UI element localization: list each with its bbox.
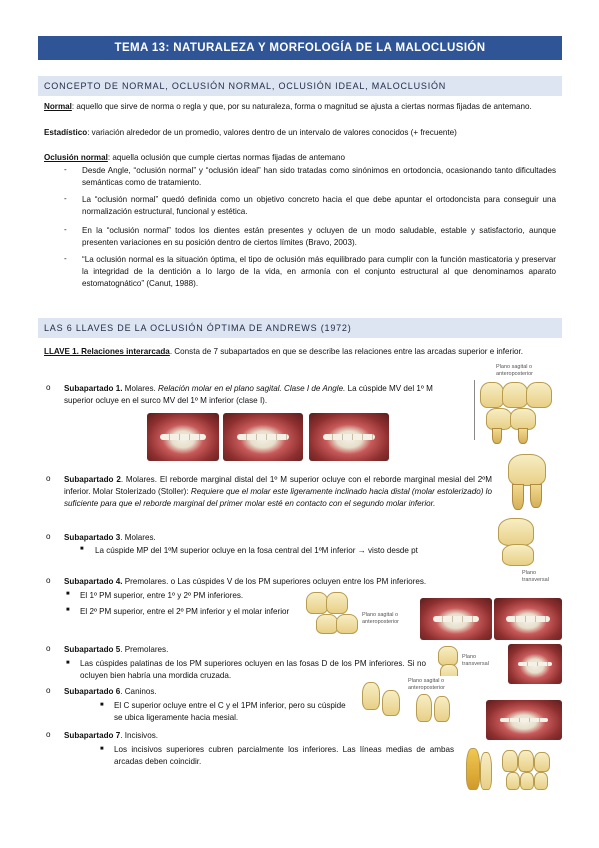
sub1-italic: Relación molar en el plano sagital. Clase I de Angle. — [158, 384, 346, 393]
tooth-icon — [336, 614, 358, 634]
tooth-icon — [466, 748, 480, 790]
tooth-icon — [480, 752, 492, 790]
section-heading-concepto: CONCEPTO DE NORMAL, OCLUSIÓN NORMAL, OCLUSIÓN IDEAL, MALOCLUSIÓN — [38, 76, 562, 96]
llave1-desc: . Consta de 7 subapartados en que se describe las relaciones entre las arcadas superior e inferior. — [169, 347, 523, 356]
diagram-label: Plano sagital o anteroposterior — [362, 612, 399, 625]
root-icon — [530, 484, 542, 508]
section-heading-andrews: LAS 6 LLAVES DE LA OCLUSIÓN ÓPTIMA DE ANDREWS (1972) — [38, 318, 562, 338]
tooth-icon — [520, 772, 534, 790]
sub6-text: . Caninos. — [120, 687, 157, 696]
intraoral-photo — [420, 598, 492, 640]
molar-diagram — [500, 450, 556, 512]
tooth-icon — [326, 592, 348, 614]
tooth-icon — [534, 752, 550, 772]
tooth-icon — [382, 690, 400, 716]
subapartado-4 — [64, 576, 544, 588]
premolar-sagittal-diagram — [300, 588, 412, 640]
circle-bullet-icon: o — [46, 474, 51, 483]
tooth-icon — [508, 454, 546, 486]
square-bullet-icon: ■ — [66, 660, 70, 666]
sub7-title: Subapartado 7 — [64, 731, 121, 740]
oclusion-def: : aquella oclusión que cumple ciertas normas fijadas de antemano — [107, 153, 345, 162]
sub4-title: Subapartado 4. — [64, 577, 123, 586]
estadistico-term: Estadístico — [44, 128, 88, 137]
tooth-icon — [518, 750, 534, 772]
intraoral-photo — [508, 644, 562, 684]
diagram-label: Plano sagital o anteroposterior — [496, 364, 533, 377]
sub5-bullet: Las cúspides palatinas de los PM superiores ocluyen en las fosas D de los PM inferiores. Si no ocluyen bien habría una mordida cruzada. — [80, 659, 426, 680]
circle-bullet-icon: o — [46, 383, 51, 392]
page-title: TEMA 13: NATURALEZA Y MORFOLOGÍA DE LA MALOCLUSIÓN — [38, 36, 562, 60]
sub2-italic: Requiere que el molar este ligeramente inclinado hacia distal (molar estolerizado) lo suficiente para que el reborde marginal del primer molar esté en contacto con el segundo molar inferior. — [64, 487, 492, 508]
list-item: “La oclusión normal es la situación óptima, el tipo de oclusión más equilibrado para cumplir con la función masticatoria y preservar la integridad de la dentición a lo largo de la vida, en armonía con el conjunto estructural al que denominamos aparato estomatognático” (Canut, 1988). — [82, 255, 556, 288]
subapartado-7 — [64, 730, 344, 742]
tooth-icon — [502, 750, 518, 772]
circle-bullet-icon: o — [46, 576, 51, 585]
intraoral-photo — [147, 413, 219, 461]
tooth-icon — [316, 614, 338, 634]
sub4-bullet-1: El 1º PM superior, entre 1º y 2º PM inferiores. — [80, 591, 244, 600]
square-bullet-icon: ■ — [66, 607, 70, 613]
axis-line — [474, 380, 475, 440]
canine-diagram — [356, 676, 468, 728]
tooth-icon — [362, 682, 380, 710]
diagram-label: Plano transversal — [462, 654, 489, 667]
tooth-icon — [498, 518, 534, 546]
subapartado-5 — [64, 644, 364, 656]
subapartado-3 — [64, 532, 444, 544]
subapartado-6 — [64, 686, 344, 698]
sub4-text: Premolares. o Las cúspides V de los PM superiores ocluyen entre los PM inferiores. — [122, 577, 427, 586]
dash-bullet-icon: - — [64, 225, 67, 234]
list-item: En la “oclusión normal” todos los dientes están presentes y ocluyen de un modo saludable, estable y satisfactorio, aunque presenten variaciones en su posición dentro de ciertos límites (Bravo, 2003). — [82, 226, 556, 247]
llave1-paragraph — [44, 346, 556, 358]
tooth-icon — [306, 592, 328, 614]
sub7-text: . Incisivos. — [120, 731, 159, 740]
tooth-icon — [502, 544, 534, 566]
tooth-icon — [486, 408, 512, 430]
normal-term: Normal — [44, 102, 72, 111]
sub5-title: Subapartado 5 — [64, 645, 121, 654]
llave1-title: LLAVE 1. Relaciones interarcada — [44, 347, 170, 356]
molar-transversal-diagram — [488, 514, 562, 583]
intraoral-photo — [486, 700, 562, 740]
sub1-text-a: Molares. — [122, 384, 159, 393]
tooth-icon — [526, 382, 552, 408]
list-item: Desde Angle, “oclusión normal” y “oclusión ideal” han sido tratadas como sinónimos en ortodoncia, ocasionando tanto dificultades semánticas como de tratamiento. — [82, 166, 556, 187]
list-item: La “oclusión normal” quedó definida como un objetivo concreto hacia el que debe apuntar el ortodoncista para conseguir una normalización estructural, funcional y estética. — [82, 195, 556, 216]
normal-definition — [44, 101, 556, 113]
sub3-bullet: La cúspide MP del 1ºM superior ocluye en la fosa central del 1ºM inferior → visto desde pt — [95, 546, 418, 555]
tooth-icon — [480, 382, 504, 408]
sub5-text: . Premolares. — [120, 645, 169, 654]
sub3-title: Subapartado 3 — [64, 533, 121, 542]
tooth-icon — [506, 772, 520, 790]
tooth-icon — [416, 694, 432, 722]
oclusion-term: Oclusión normal — [44, 153, 108, 162]
square-bullet-icon: ■ — [80, 546, 84, 552]
circle-bullet-icon: o — [46, 644, 51, 653]
estadistico-def: : variación alrededor de un promedio, valores dentro de un intervalo de valores conocidos (+ frecuente) — [87, 128, 457, 137]
dash-bullet-icon: - — [64, 254, 67, 263]
root-icon — [518, 428, 528, 444]
intraoral-photo — [223, 413, 303, 461]
intraoral-photo — [309, 413, 389, 461]
square-bullet-icon: ■ — [66, 591, 70, 597]
circle-bullet-icon: o — [46, 730, 51, 739]
tooth-icon — [502, 382, 528, 408]
sub6-title: Subapartado 6 — [64, 687, 121, 696]
subapartado-1 — [64, 383, 456, 407]
sub1-text-b: La cúspide MV del 1º M superior ocluye en el surco MV del 1º M inferior (clase I). — [64, 384, 433, 405]
tooth-icon — [534, 772, 548, 790]
intraoral-photo — [494, 598, 562, 640]
dash-bullet-icon: - — [64, 194, 67, 203]
diagram-label: Plano sagital o anteroposterior — [408, 678, 445, 691]
root-icon — [492, 428, 502, 444]
circle-bullet-icon: o — [46, 686, 51, 695]
tooth-icon — [438, 646, 458, 666]
square-bullet-icon: ■ — [100, 746, 104, 752]
square-bullet-icon: ■ — [100, 702, 104, 708]
tooth-icon — [434, 696, 450, 722]
incisor-diagram — [462, 742, 562, 798]
molar-sagittal-diagram — [466, 362, 562, 444]
sub3-text: . Molares. — [120, 533, 156, 542]
tooth-icon — [510, 408, 536, 430]
oclusion-normal-definition — [44, 152, 556, 164]
dash-bullet-icon: - — [64, 165, 67, 174]
sub2-title: Subapartado 2 — [64, 475, 121, 484]
root-icon — [512, 484, 524, 510]
diagram-label: Plano transversal — [522, 570, 549, 583]
sub7-bullet: Los incisivos superiores cubren parcialmente los inferiores. Las líneas medias de ambas arcadas deben coincidir. — [114, 745, 454, 766]
sub6-bullet: El C superior ocluye entre el C y el 1PM inferior, pero su cúspide se ubica ligeramente hacia mesial. — [114, 701, 346, 722]
circle-bullet-icon: o — [46, 532, 51, 541]
subapartado-2 — [64, 474, 492, 510]
normal-def: : aquello que sirve de norma o regla y que, por su naturaleza, forma o magnitud se ajusta a ciertas normas fijadas de antemano. — [71, 102, 532, 111]
sub2-text-a: . Molares. El reborde marginal distal del 1º M superior ocluye con el reborde marginal mesial del 2ºM inferior. Molar Stolerizado (Stoller): — [64, 475, 492, 496]
sub4-bullet-2: El 2º PM superior, entre el 2º PM inferior y el molar inferior — [80, 607, 290, 616]
sub1-title: Subapartado 1. — [64, 384, 123, 393]
estadistico-definition — [44, 127, 556, 139]
